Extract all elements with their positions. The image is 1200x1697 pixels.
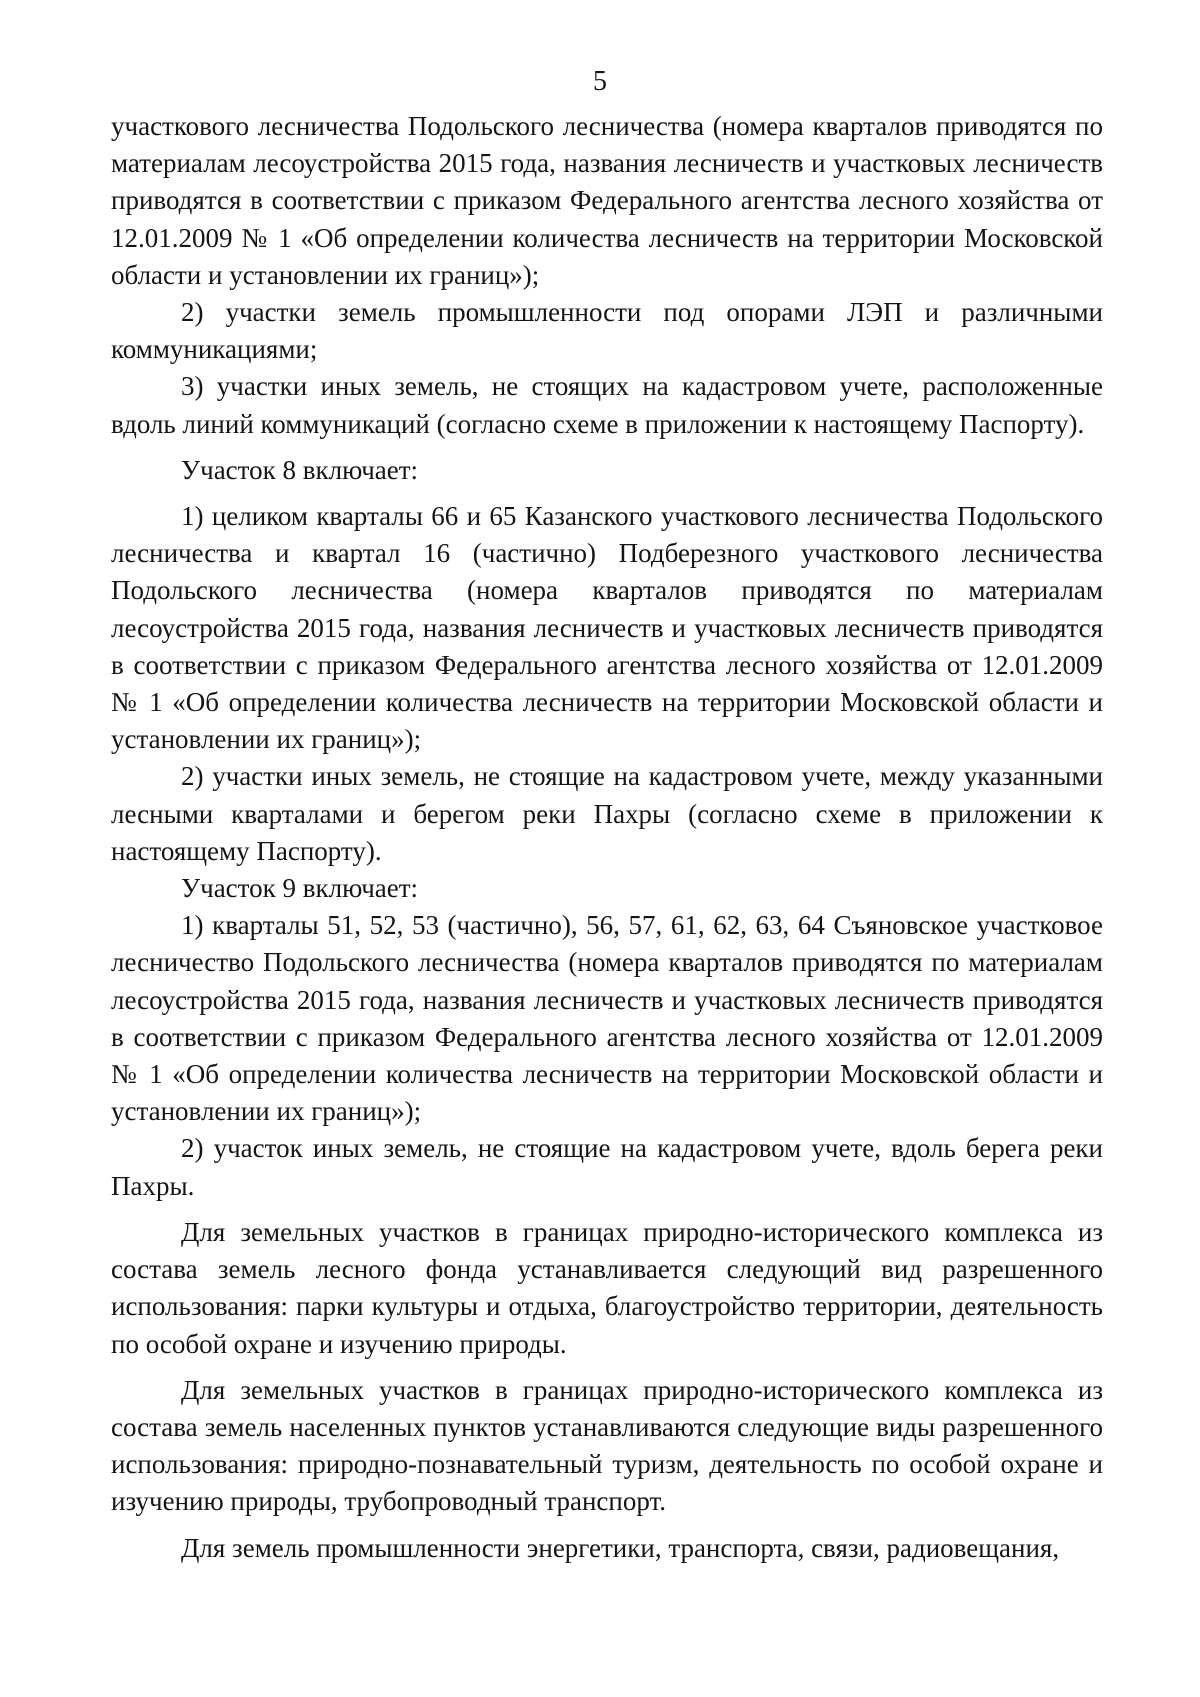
paragraph-section-9-heading: Участок 9 включает: [181, 873, 419, 904]
document-body [111, 108, 1103, 1567]
paragraph-continuation: участкового лесничества Подольского лесничества (номера кварталов приводятся по материалам лесоустройства 2015 года, названия лесничеств и участковых лесничеств приводятся в соответствии с приказом Федерального агентства лесного хозяйства от 12.01.2009 № 1 «Об определении количества лесничеств на территории Московской области и установлении их границ»); [111, 111, 1103, 290]
paragraph-forest-fund-usage: Для земельных участков в границах природно-исторического комплекса из состава земель лесного фонда устанавливается следующий вид разрешенного использования: парки культуры и отдыха, благоустройство территории, деятельность по особой охране и изучению природы. [111, 1216, 1103, 1359]
paragraph-section-8-item-2: 2) участки иных земель, не стоящие на кадастровом учете, между указанными лесными кварталами и берегом реки Пахры (согласно схеме в приложении к настоящему Паспорту). [111, 761, 1103, 866]
paragraph-item-2-power-lines: 2) участки земель промышленности под опорами ЛЭП и различными коммуникациями; [111, 297, 1103, 365]
paragraph-section-9-item-2: 2) участок иных земель, не стоящие на кадастровом учете, вдоль берега реки Пахры. [111, 1133, 1103, 1201]
paragraph-settlement-lands-usage: Для земельных участков в границах природно-исторического комплекса из состава земель населенных пунктов устанавливаются следующие виды разрешенного использования: природно-познавательный туризм, деятельность по особой охране и изучению природы, трубопроводный транспорт. [111, 1374, 1103, 1517]
paragraph-section-8-heading: Участок 8 включает: [181, 454, 419, 485]
paragraph-item-3-other-lands: 3) участки иных земель, не стоящих на кадастровом учете, расположенные вдоль линий коммуникаций (согласно схеме в приложении к настоящему Паспорту). [111, 371, 1103, 439]
paragraph-section-9-item-1: 1) кварталы 51, 52, 53 (частично), 56, 57, 61, 62, 63, 64 Съяновское участковое лесничество Подольского лесничества (номера кварталов приводятся по материалам лесоустройства 2015 года, названия лесничеств и участковых лесничеств приводятся в соответствии с приказом Федерального агентства лесного хозяйства от 12.01.2009 № 1 «Об определении количества лесничеств на территории Московской области и установлении их границ»); [111, 910, 1103, 1127]
paragraph-section-8-item-1: 1) целиком кварталы 66 и 65 Казанского участкового лесничества Подольского лесничества и квартал 16 (частично) Подберезного участкового лесничества Подольского лесничества (номера кварталов приводятся по материалам лесоустройства 2015 года, названия лесничеств и участковых лесничеств приводятся в соответствии с приказом Федерального агентства лесного хозяйства от 12.01.2009 № 1 «Об определении количества лесничеств на территории Московской области и установлении их границ»); [111, 501, 1103, 755]
paragraph-industry-lands: Для земель промышленности энергетики, транспорта, связи, радиовещания, [181, 1532, 1060, 1563]
page-number: 5 [593, 66, 607, 97]
